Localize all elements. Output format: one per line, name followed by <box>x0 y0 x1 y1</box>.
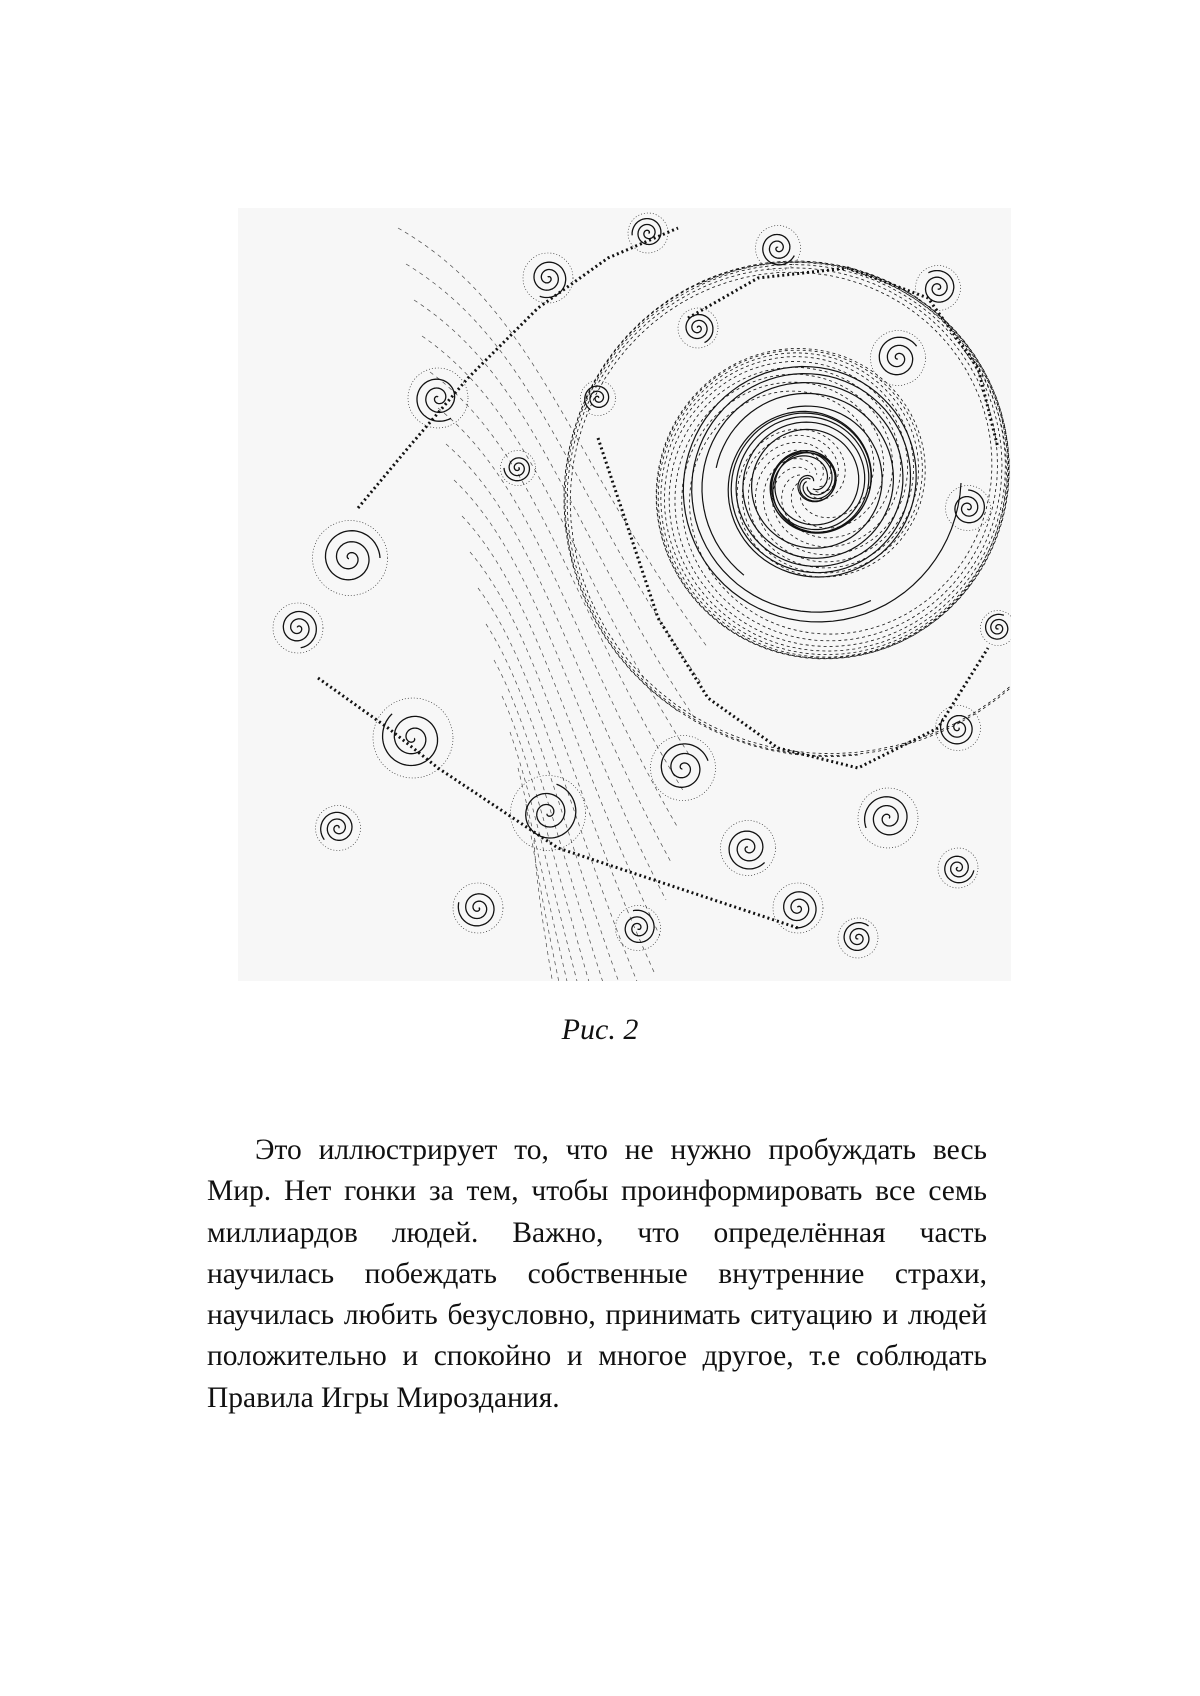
contour-line <box>510 732 624 981</box>
fractal-bud <box>625 910 654 942</box>
filament-chain <box>598 438 988 768</box>
fractal-bud <box>458 894 494 926</box>
fractal-bud <box>763 235 795 265</box>
fractal-bud <box>844 923 869 951</box>
fractal-bud <box>326 531 381 580</box>
fractal-bud-halo <box>273 603 323 653</box>
figure-caption: Рис. 2 <box>561 1013 639 1046</box>
contour-line <box>446 444 672 864</box>
fractal-bud-halo <box>313 521 388 596</box>
contour-line <box>414 300 696 720</box>
fractal-bud <box>986 614 1008 639</box>
fractal-bud <box>955 490 985 523</box>
fractal-bud <box>534 262 566 297</box>
fractal-bud <box>865 797 907 835</box>
fractal-bud <box>283 612 316 648</box>
fractal-bud <box>729 831 765 869</box>
fractal-bud <box>504 458 529 481</box>
contour-line <box>502 696 630 981</box>
contour-line <box>478 588 648 981</box>
fractal-bud-halo <box>511 776 586 851</box>
contour-line <box>518 768 618 981</box>
contour-line <box>534 840 606 981</box>
contour-line <box>398 228 708 648</box>
fractal-bud <box>585 386 609 410</box>
fractal-bud <box>784 892 816 928</box>
fractal-bud <box>321 812 352 840</box>
contour-line <box>526 804 612 981</box>
contour-line <box>486 624 642 981</box>
fractal-bud <box>941 716 973 744</box>
paragraph: Это иллюстрирует то, что не нужно пробуждать весь Мир. Нет гонки за тем, чтобы проинформировать все семь миллиардов людей. Важно, что определённая часть научилась побеждать собственные внутренние страхи, научилась любить безусловно, принимать ситуацию и людей положительно и спокойно и многое другое, т.е соблюдать Правила Игры Мироздания. <box>207 1134 987 1414</box>
fractal-bud <box>383 714 438 766</box>
contour-line <box>422 336 690 756</box>
fractal-bud <box>632 219 661 245</box>
fractal-bud <box>686 315 713 343</box>
filament-chain <box>358 228 678 508</box>
contour-line <box>494 660 636 981</box>
contour-line <box>406 264 702 684</box>
fractal-bud <box>945 856 974 882</box>
fractal-figure <box>238 208 1011 981</box>
spiral-stroke <box>570 272 1011 754</box>
body-text <box>207 1130 987 1419</box>
fractal-bud <box>661 744 708 787</box>
fractal-bud <box>879 337 916 374</box>
spiral-core <box>752 406 883 548</box>
fractal-bud <box>926 271 954 303</box>
fractal-image <box>238 208 1011 981</box>
fractal-bud-halo <box>938 848 978 888</box>
contour-line <box>438 408 678 828</box>
